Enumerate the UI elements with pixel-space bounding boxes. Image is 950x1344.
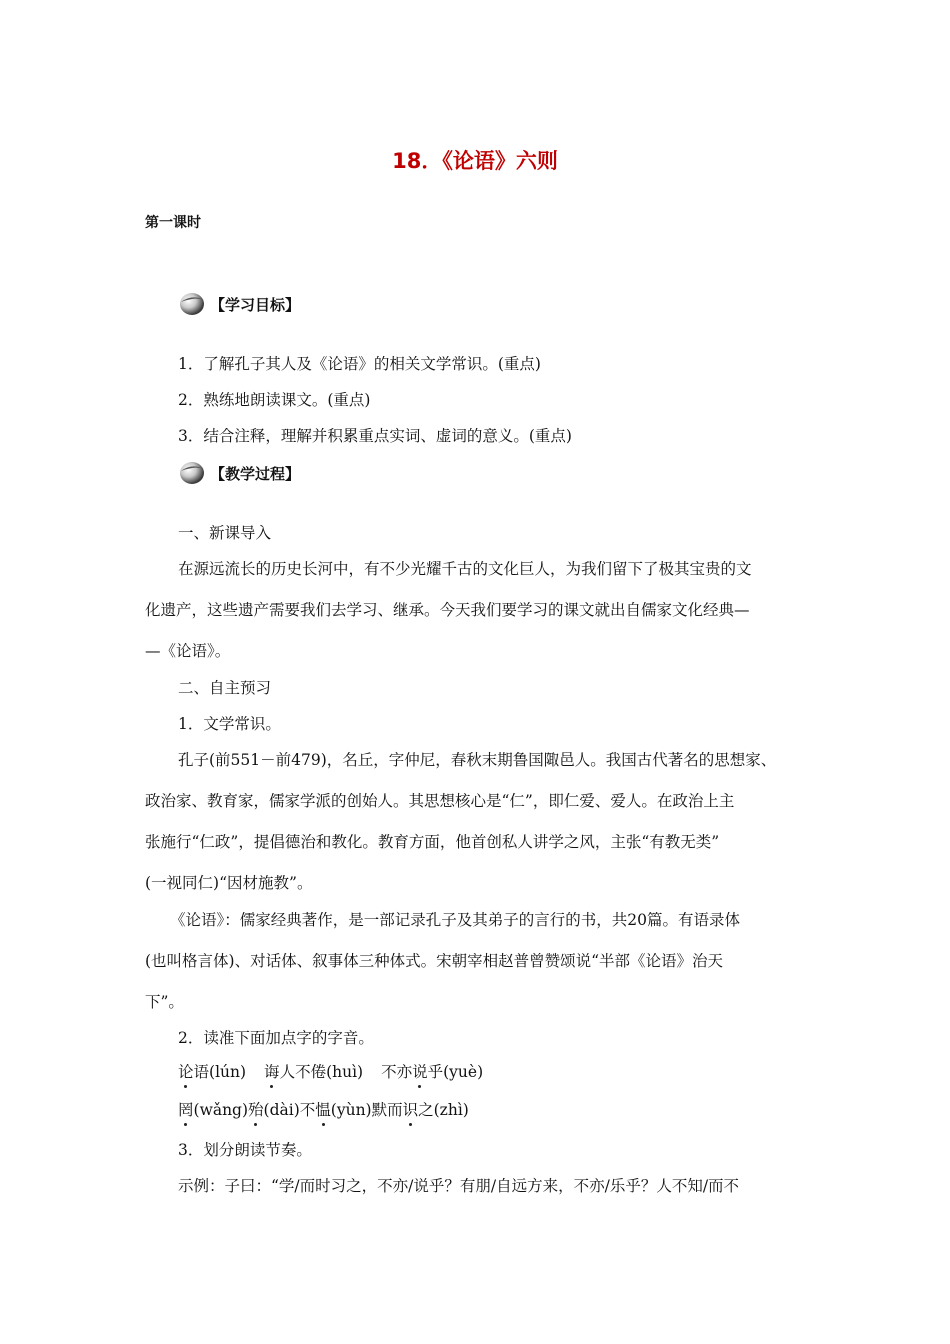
sphere-icon (178, 459, 208, 487)
lunyu-line: 下”。 (145, 993, 184, 1011)
dotted-char: 说 (412, 1060, 428, 1082)
pron-text: 之(zhì) (418, 1101, 469, 1119)
lunyu-line: (也叫格言体)、对话体、叙事体三种体式。宋朝宰相赵普曾赞颂说“半部《论语》治天 (145, 952, 724, 970)
item-3: 3．划分朗读节奏。 (178, 1141, 312, 1159)
section-goals (178, 290, 300, 318)
pron-text: (dài)不 (263, 1101, 316, 1119)
dotted-char: 论 (178, 1060, 194, 1082)
pron-text: 人不倦(huì) (279, 1063, 364, 1081)
dotted-char: 识 (403, 1098, 419, 1120)
goal-item: 2．熟练地朗读课文。(重点) (178, 391, 371, 409)
sphere-icon (178, 290, 208, 318)
pron-text: 语(lún) (193, 1063, 247, 1081)
intro-line: 在源远流长的历史长河中，有不少光耀千古的文化巨人，为我们留下了极其宝贵的文 (178, 560, 752, 578)
goal-item: 1．了解孔子其人及《论语》的相关文学常识。(重点) (178, 355, 541, 373)
dotted-char: 愠 (315, 1098, 331, 1120)
dotted-char: 罔 (178, 1098, 194, 1120)
section-process-label: 【教学过程】 (210, 464, 301, 483)
confucius-line: 政治家、教育家，儒家学派的创始人。其思想核心是“仁”，即仁爱、爱人。在政治上主 (145, 792, 735, 810)
dotted-char: 殆 (248, 1098, 264, 1120)
section-process (178, 459, 300, 487)
item-1: 1．文学常识。 (178, 715, 281, 733)
section-goals-label: 【学习目标】 (210, 295, 301, 314)
confucius-line: 孔子(前551－前479)，名丘，字仲尼，春秋末期鲁国陬邑人。我国古代著名的思想家、 (178, 751, 777, 769)
pronunciation-row-1 (178, 1060, 483, 1082)
intro-line: 化遗产，这些遗产需要我们去学习、继承。今天我们要学习的课文就出自儒家文化经典— (145, 601, 750, 619)
confucius-line: 张施行“仁政”，提倡德治和教化。教育方面，他首创私人讲学之风，主张“有教无类” (145, 833, 720, 851)
pron-text: 不亦 (381, 1063, 413, 1081)
page-title: 18．《论语》六则 (392, 149, 558, 173)
confucius-line: (一视同仁)“因材施教”。 (145, 874, 313, 892)
lesson-label: 第一课时 (145, 215, 201, 231)
part2-heading: 二、自主预习 (178, 679, 272, 697)
dotted-char: 诲 (264, 1060, 280, 1082)
intro-line: —《论语》。 (145, 642, 231, 660)
pron-text: (yùn)默而 (330, 1101, 403, 1119)
pronunciation-row-2 (178, 1098, 469, 1120)
lunyu-line: 《论语》：儒家经典著作，是一部记录孔子及其弟子的言行的书，共20篇。有语录体 (170, 911, 740, 929)
example-line: 示例：子曰：“学/而时习之，不亦/说乎？有朋/自远方来，不亦/乐乎？人不知/而不 (178, 1177, 740, 1195)
part1-heading: 一、新课导入 (178, 524, 272, 542)
pron-text: (wǎng) (193, 1101, 249, 1119)
goal-item: 3．结合注释，理解并积累重点实词、虚词的意义。(重点) (178, 427, 572, 445)
item-2: 2．读准下面加点字的字音。 (178, 1029, 374, 1047)
pron-text: 乎(yuè) (427, 1063, 484, 1081)
